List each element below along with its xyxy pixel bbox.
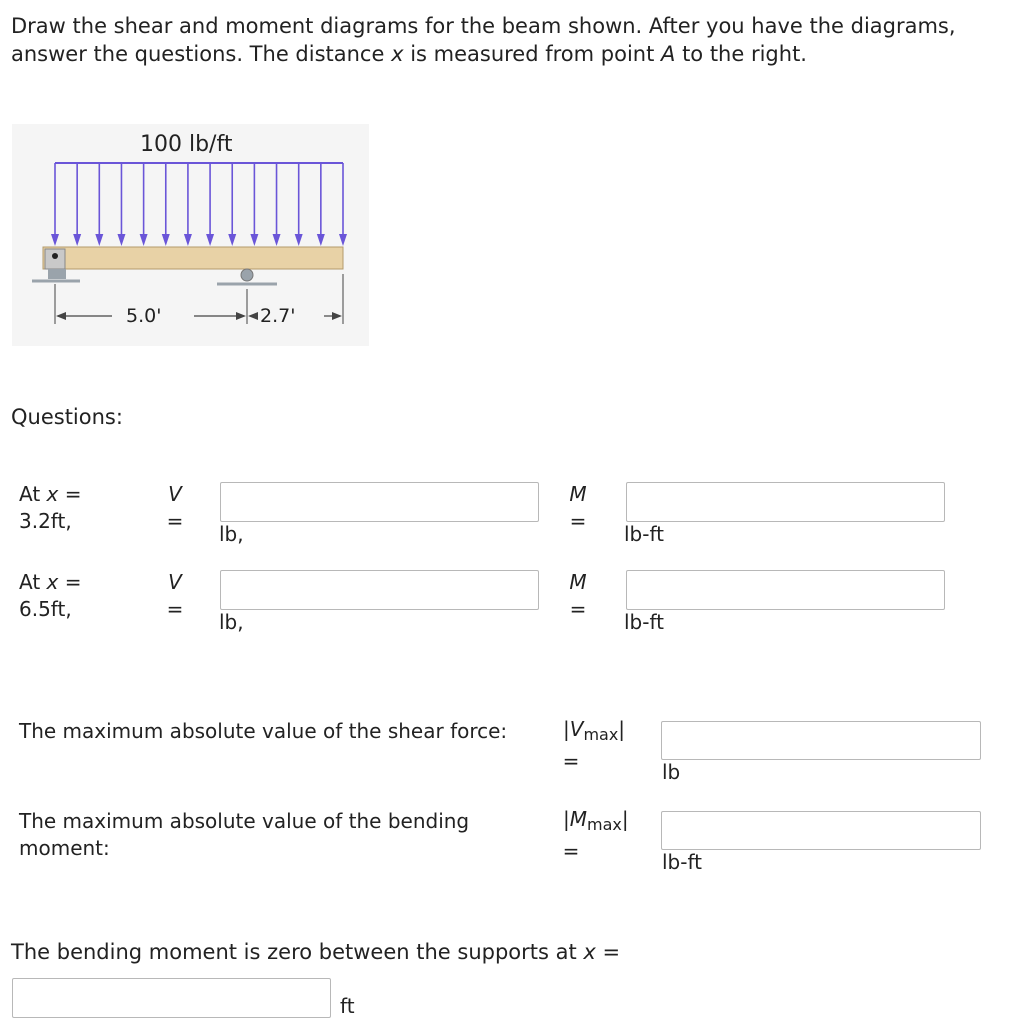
row1-x-value: 3.2ft, bbox=[19, 509, 72, 533]
row2-at-label: At x = bbox=[19, 570, 82, 594]
load-arrow-head bbox=[273, 234, 281, 246]
mmax-input[interactable] bbox=[661, 811, 981, 850]
row2-V-equals: = bbox=[166, 597, 184, 621]
left-span-label: 5.0' bbox=[126, 305, 162, 327]
row1-moment-unit: lb-ft bbox=[624, 522, 664, 546]
zero-moment-input[interactable] bbox=[12, 978, 331, 1018]
row1-at-label: At x = bbox=[19, 482, 82, 506]
row2-moment-input[interactable] bbox=[626, 570, 945, 610]
load-arrow-head bbox=[250, 234, 258, 246]
load-arrow-head bbox=[206, 234, 214, 246]
load-arrow-head bbox=[228, 234, 236, 246]
dim-arrow-mid-left bbox=[236, 312, 246, 320]
right-span-label: 2.7' bbox=[260, 305, 296, 327]
beam-figure-svg bbox=[12, 124, 369, 346]
load-arrow-head bbox=[73, 234, 81, 246]
row1-moment-input[interactable] bbox=[626, 482, 945, 522]
mmax-label: The maximum absolute value of the bending moment: bbox=[19, 809, 470, 860]
row1-M-equals: = bbox=[569, 509, 587, 533]
load-arrow-head bbox=[51, 234, 59, 246]
load-arrow-head bbox=[339, 234, 347, 246]
load-arrow-head bbox=[95, 234, 103, 246]
load-arrow-head bbox=[184, 234, 192, 246]
row1-M-symbol: M bbox=[569, 482, 587, 506]
zero-moment-unit: ft bbox=[340, 994, 355, 1018]
questions-header: Questions: bbox=[11, 405, 123, 429]
vmax-unit: lb bbox=[662, 760, 681, 784]
pin-icon bbox=[52, 253, 58, 259]
row1-V-equals: = bbox=[166, 509, 184, 533]
mmax-equals: = bbox=[562, 839, 580, 863]
vmax-equals: = bbox=[562, 749, 580, 773]
roller-icon bbox=[241, 269, 253, 281]
mmax-unit: lb-ft bbox=[662, 850, 702, 874]
row1-shear-unit: lb, bbox=[219, 522, 244, 546]
row1-V-symbol: V bbox=[168, 482, 182, 506]
distributed-load-arrows bbox=[51, 163, 347, 246]
load-arrow-head bbox=[117, 234, 125, 246]
row2-M-equals: = bbox=[569, 597, 587, 621]
var-A: A bbox=[661, 42, 676, 66]
row2-x-value: 6.5ft, bbox=[19, 597, 72, 621]
row2-moment-unit: lb-ft bbox=[624, 610, 664, 634]
load-arrow-head bbox=[140, 234, 148, 246]
dim-arrow-right bbox=[332, 312, 342, 320]
row2-shear-input[interactable] bbox=[220, 570, 539, 610]
load-label: 100 lb/ft bbox=[140, 132, 233, 157]
row2-shear-unit: lb, bbox=[219, 610, 244, 634]
vmax-label: The maximum absolute value of the shear force: bbox=[19, 719, 508, 743]
load-arrow-head bbox=[295, 234, 303, 246]
zero-moment-label: The bending moment is zero between the supports at x = bbox=[11, 940, 621, 964]
var-x: x bbox=[391, 42, 404, 66]
load-arrow-head bbox=[317, 234, 325, 246]
problem-statement: Draw the shear and moment diagrams for the beam shown. After you have the diagrams, answer the questions. The distance x is measured from point A to the right. bbox=[11, 14, 956, 66]
vmax-input[interactable] bbox=[661, 721, 981, 760]
dim-arrow-left bbox=[56, 312, 66, 320]
row2-V-symbol: V bbox=[168, 570, 182, 594]
dim-arrow-mid-right bbox=[248, 312, 258, 320]
row2-M-symbol: M bbox=[569, 570, 587, 594]
pin-support-base bbox=[48, 269, 66, 279]
row1-shear-input[interactable] bbox=[220, 482, 539, 522]
load-arrow-head bbox=[162, 234, 170, 246]
mmax-symbol: $|M_{max}|$ bbox=[563, 807, 629, 834]
beam-diagram bbox=[12, 124, 369, 346]
beam bbox=[43, 247, 343, 269]
vmax-symbol: $|V_{max}|$ bbox=[563, 717, 626, 744]
